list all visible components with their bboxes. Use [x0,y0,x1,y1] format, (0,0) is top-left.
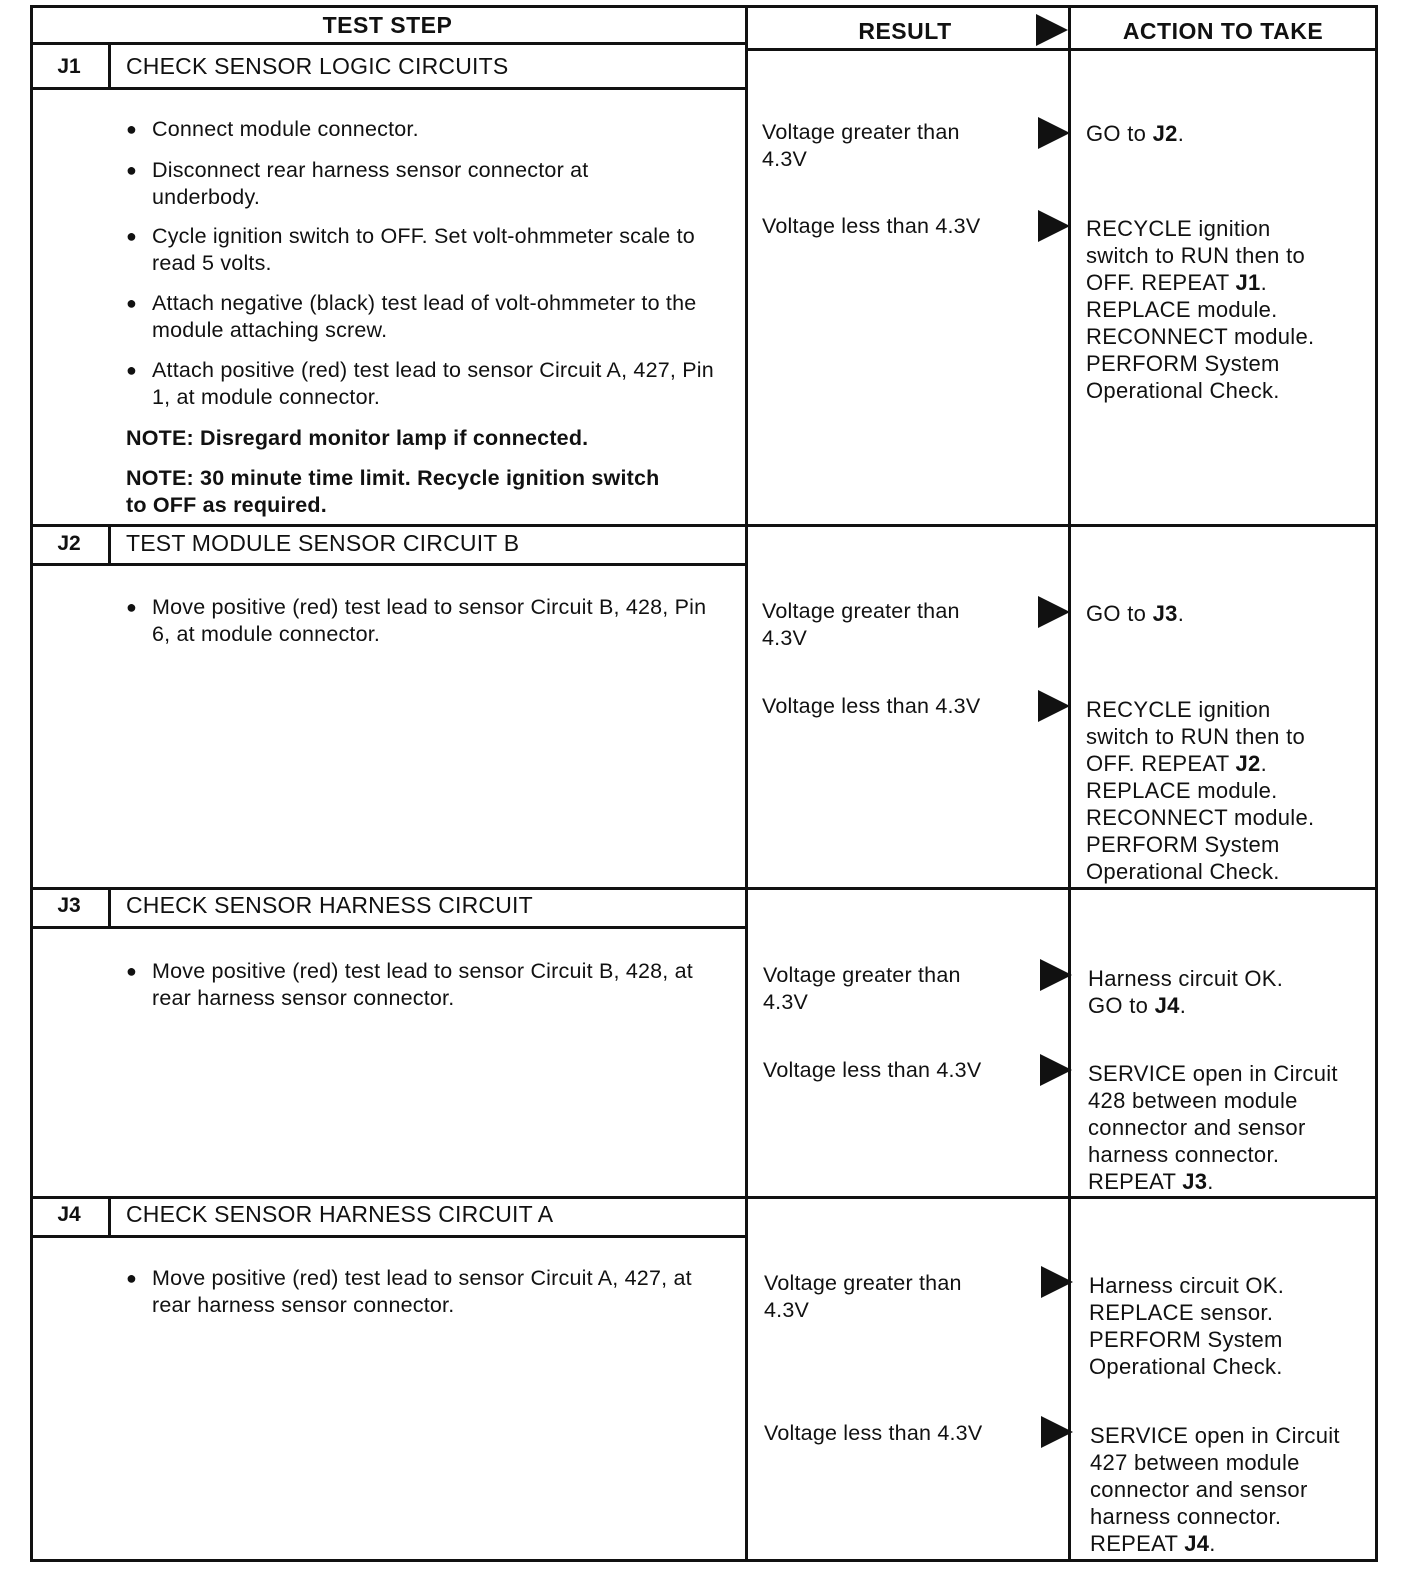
action-text: GO to J2. [1086,121,1185,146]
action-text: GO to J3. [1086,601,1185,626]
right-triangle-arrow-icon [1036,14,1068,46]
result-text: Voltage greater than 4.3V [762,599,960,650]
result-text: Voltage greater than 4.3V [763,963,961,1014]
step-separator [30,524,1378,527]
bullet-icon: ● [126,226,138,246]
bullet-icon: ● [126,1268,138,1288]
right-triangle-arrow-icon [1038,117,1070,149]
step-separator [30,887,1378,890]
bullet-icon: ● [126,293,138,313]
instruction-text: Move positive (red) test lead to sensor Circuit B, 428, at rear harness sensor connector. [152,959,693,1010]
right-triangle-arrow-icon [1041,1266,1073,1298]
instruction-text: Move positive (red) test lead to sensor Circuit A, 427, at rear harness sensor connector. [152,1266,692,1317]
step-title: CHECK SENSOR HARNESS CIRCUIT [126,892,533,918]
action-text: SERVICE open in Circuit 427 between module connector and sensor harness connector. REPEAT J4. [1090,1423,1340,1556]
header-action-to-take: ACTION TO TAKE [1122,18,1324,44]
action-text: Harness circuit OK. REPLACE sensor. PERFORM System Operational Check. [1089,1273,1285,1379]
instruction-item [126,157,686,210]
bullet-icon: ● [126,160,138,180]
result-text: Voltage less than 4.3V [764,1421,983,1445]
step-title-underline [30,87,748,90]
instruction-text: Attach positive (red) test lead to sensor Circuit A, 427, Pin 1, at module connector. [152,358,714,409]
step-reference: J4 [1154,993,1180,1018]
instruction-item [126,1265,726,1318]
result-text: Voltage less than 4.3V [762,694,981,718]
step-title: CHECK SENSOR HARNESS CIRCUIT A [126,1201,554,1227]
instruction-item [126,116,736,143]
header-test-step: TEST STEP [322,12,453,38]
right-triangle-arrow-icon [1041,1416,1073,1448]
step-id: J4 [57,1203,81,1226]
step-id: J3 [57,894,81,917]
bullet-icon: ● [126,961,138,981]
result-text: Voltage less than 4.3V [762,214,981,238]
action-text: SERVICE open in Circuit 428 between module connector and sensor harness connector. REPEAT J3. [1088,1061,1338,1194]
instruction-text: Disconnect rear harness sensor connector at underbody. [152,158,589,209]
table-bottom-border [30,1559,1378,1562]
bullet-icon: ● [126,360,138,380]
instruction-text: Cycle ignition switch to OFF. Set volt-ohmmeter scale to read 5 volts. [152,224,695,275]
action-text: RECYCLE ignition switch to RUN then to OFF. REPEAT J2. REPLACE module. RECONNECT module. PERFORM System Operational Check. [1086,697,1315,884]
right-triangle-arrow-icon [1038,690,1070,722]
instruction-text: Connect module connector. [152,117,419,141]
note-text: NOTE: Disregard monitor lamp if connected. [126,426,589,450]
result-text: Voltage greater than 4.3V [762,120,960,171]
step-reference: J4 [1184,1531,1210,1556]
bullet-icon: ● [126,119,138,139]
right-triangle-arrow-icon [1040,959,1072,991]
result-text: Voltage less than 4.3V [763,1058,982,1082]
table-left-border [30,5,33,1562]
step-reference: J1 [1235,270,1261,295]
step-id-divider [108,44,111,90]
step-reference: J3 [1152,601,1178,626]
instruction-item [126,290,736,343]
action-text: RECYCLE ignition switch to RUN then to OFF. REPEAT J1. REPLACE module. RECONNECT module. PERFORM System Operational Check. [1086,216,1315,403]
table-top-border [30,5,1378,8]
step-id: J2 [57,532,81,555]
note-text: NOTE: 30 minute time limit. Recycle ignition switch to OFF as required. [126,466,660,517]
table-right-border [1375,5,1378,1562]
right-triangle-arrow-icon [1038,596,1070,628]
instruction-text: Move positive (red) test lead to sensor Circuit B, 428, Pin 6, at module connector. [152,595,707,646]
instruction-item [126,223,706,276]
step-id-divider [108,524,111,566]
step-id-divider [108,1196,111,1238]
step-reference: J2 [1235,751,1261,776]
step-title-underline [30,926,748,929]
action-text: Harness circuit OK. GO to J4. [1088,966,1284,1018]
step-title-underline [30,563,748,566]
step-reference: J2 [1152,121,1178,146]
step-title: CHECK SENSOR LOGIC CIRCUITS [126,53,509,79]
instruction-text: Attach negative (black) test lead of volt-ohmmeter to the module attaching screw. [152,291,697,342]
header-divider-left [30,42,748,45]
step-title: TEST MODULE SENSOR CIRCUIT B [126,530,520,556]
instruction-item [126,958,726,1011]
header-divider-right [745,48,1378,51]
column-divider-result [745,5,748,1562]
header-result: RESULT [858,18,952,44]
right-triangle-arrow-icon [1038,210,1070,242]
instruction-item [126,594,726,647]
bullet-icon: ● [126,597,138,617]
right-triangle-arrow-icon [1040,1054,1072,1086]
instruction-item [126,357,726,410]
result-text: Voltage greater than 4.3V [764,1271,962,1322]
step-id-divider [108,887,111,929]
step-separator [30,1196,1378,1199]
step-title-underline [30,1235,748,1238]
step-reference: J3 [1182,1169,1208,1194]
step-id: J1 [57,55,81,78]
